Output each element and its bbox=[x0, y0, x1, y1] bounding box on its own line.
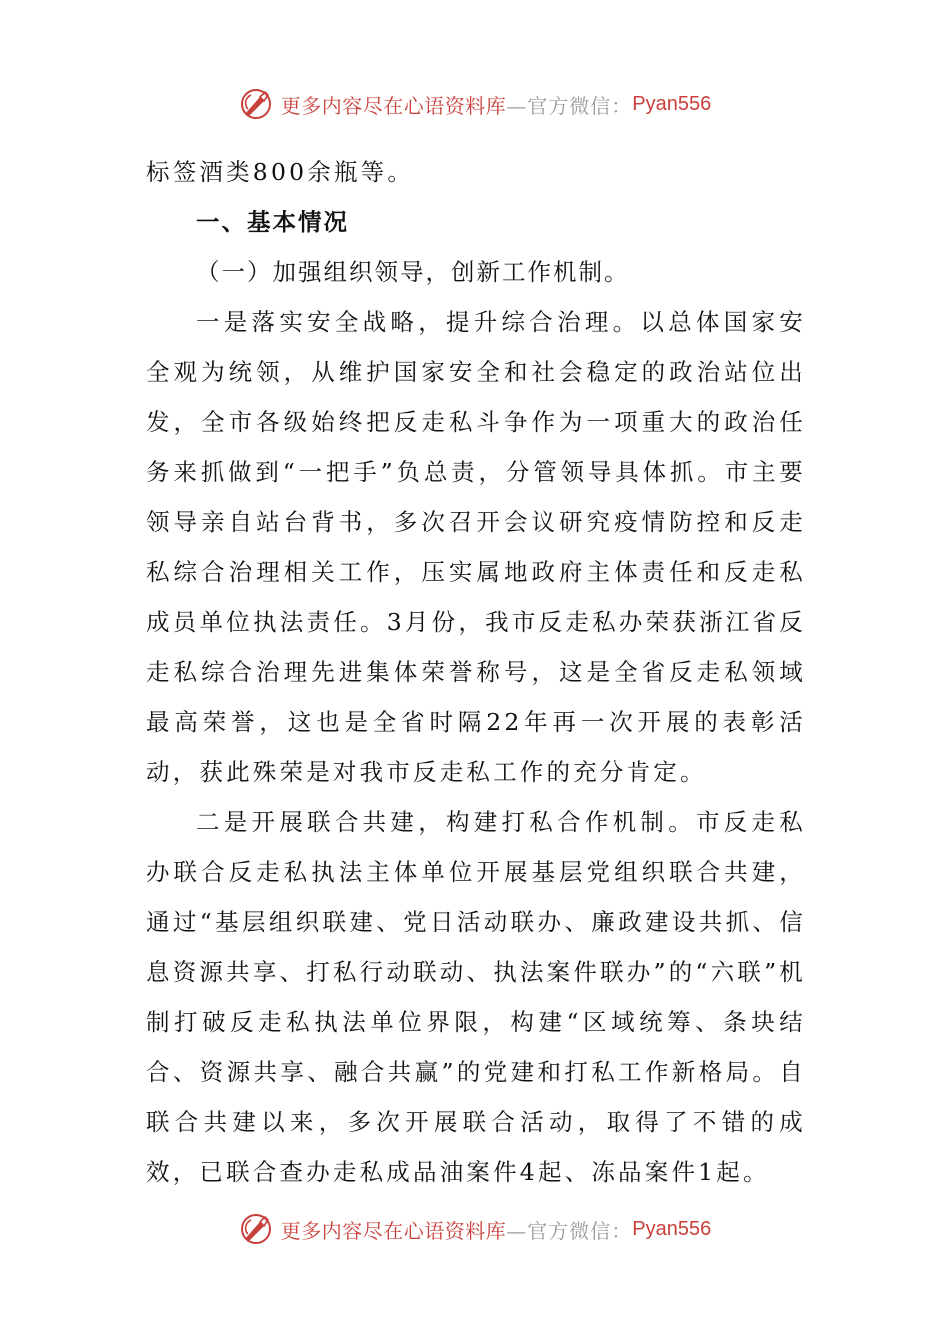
continuation-text: 标签酒类800余瓶等。 bbox=[146, 158, 415, 186]
subsection-heading: （一）加强组织领导，创新工作机制。 bbox=[196, 258, 630, 286]
document-body bbox=[146, 147, 806, 1197]
body-paragraph: 二是开展联合共建，构建打私合作机制。市反走私办联合反走私执法主体单位开展基层党组织联合共建，通过“基层组织联建、党日活动联办、廉政建设共抓、信息资源共享、打私行动联动、执法案件联办”的“六联”机制打破反走私执法单位界限，构建“区域统筹、条块结合、资源共享、融合共赢”的党建和打私工作新格局。自联合共建以来，多次开展联合活动，取得了不错的成效，已联合查办走私成品油案件4起、冻品案件1起。 bbox=[146, 808, 806, 1186]
watermark-prefix: 更多内容尽在心语资料库 bbox=[280, 1218, 507, 1243]
pen-nib-icon bbox=[239, 1212, 273, 1246]
watermark-footer bbox=[0, 1209, 950, 1249]
watermark-separator: —官方微信： bbox=[506, 1218, 633, 1243]
watermark-wechat-id: Pyan556 bbox=[632, 92, 712, 115]
watermark-separator: —官方微信： bbox=[506, 93, 633, 118]
body-paragraph: 一是落实安全战略，提升综合治理。以总体国家安全观为统领，从维护国家安全和社会稳定的政治站位出发，全市各级始终把反走私斗争作为一项重大的政治任务来抓做到“一把手”负总责，分管领导具体抓。市主要领导亲自站台背书，多次召开会议研究疫情防控和反走私综合治理相关工作，压实属地政府主体责任和反走私成员单位执法责任。3月份，我市反走私办荣获浙江省反走私综合治理先进集体荣誉称号，这是全省反走私领域最高荣誉，这也是全省时隔22年再一次开展的表彰活动，获此殊荣是对我市反走私工作的充分肯定。 bbox=[146, 308, 806, 786]
pen-nib-icon bbox=[239, 87, 273, 121]
watermark-wechat-id: Pyan556 bbox=[632, 1217, 712, 1240]
watermark-text bbox=[281, 1215, 711, 1244]
watermark-text bbox=[281, 90, 711, 119]
watermark-header bbox=[0, 84, 950, 124]
watermark-prefix: 更多内容尽在心语资料库 bbox=[280, 93, 507, 118]
section-heading: 一、基本情况 bbox=[196, 208, 349, 236]
